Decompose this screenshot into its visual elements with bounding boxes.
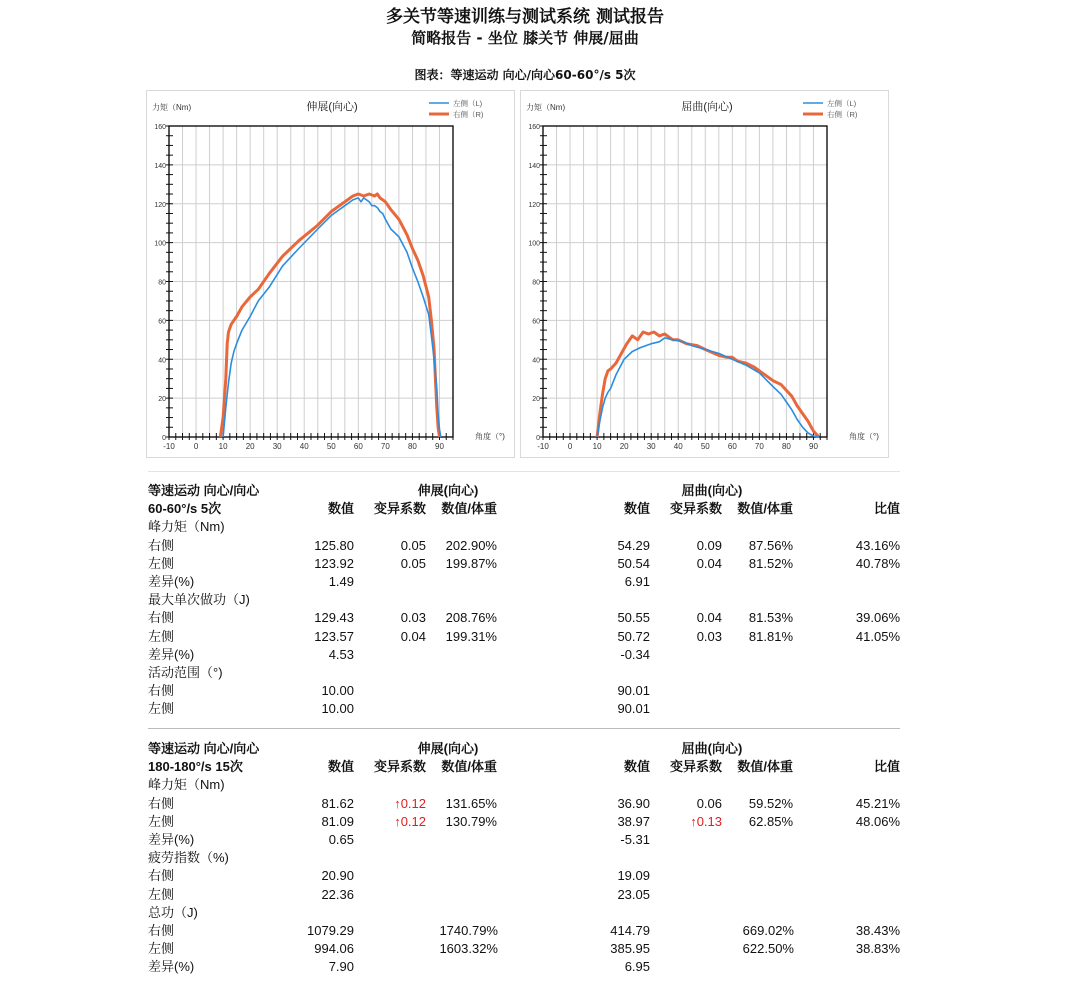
ext-value: 7.90 xyxy=(328,959,354,975)
flexion-group-title: 屈曲(向心) xyxy=(681,483,743,498)
flex-per-bodyweight: 81.53% xyxy=(748,610,793,626)
ext-cv: 0.05 xyxy=(400,537,426,553)
ratio-value: 39.06% xyxy=(855,610,900,626)
x-tick-label: 90 xyxy=(809,442,818,451)
extension-group-title: 伸展(向心) xyxy=(417,741,479,756)
x-tick-label: 50 xyxy=(700,442,710,451)
ext-value: 81.62 xyxy=(321,795,354,811)
chart-extension xyxy=(146,90,515,458)
y-tick-label: 80 xyxy=(532,279,540,287)
flex-per-bodyweight: 669.02% xyxy=(742,923,794,938)
y-tick-label: 40 xyxy=(158,357,166,365)
row-label: 右侧 xyxy=(148,537,175,553)
x-tick-label: 10 xyxy=(592,442,602,451)
ext-value: 22.36 xyxy=(321,886,354,902)
row-label: 左侧 xyxy=(148,628,175,644)
col-header-value: 数值 xyxy=(327,759,354,775)
ext-value: 123.92 xyxy=(314,555,354,571)
x-tick-label: 60 xyxy=(727,442,737,451)
ext-value: 129.43 xyxy=(314,610,354,626)
x-tick-label: 30 xyxy=(646,442,656,451)
col-header-value: 数值 xyxy=(623,501,650,517)
flex-per-bodyweight: 622.50% xyxy=(742,941,794,957)
y-tick-label: 120 xyxy=(154,201,166,209)
ext-per-bodyweight: 131.65% xyxy=(445,795,497,811)
y-tick-label: 160 xyxy=(154,124,166,131)
x-axis-label: 角度（°) xyxy=(849,432,879,441)
ext-value: 81.09 xyxy=(321,813,354,829)
table-header-line1: 等速运动 向心/向心 xyxy=(148,741,260,756)
row-label: 左侧 xyxy=(148,886,175,902)
ext-per-bodyweight: 1603.32% xyxy=(439,941,498,957)
flex-value: -0.34 xyxy=(620,646,650,662)
y-tick-label: 0 xyxy=(162,435,166,442)
col-header-ratio: 比值 xyxy=(873,501,900,517)
y-tick-label: 60 xyxy=(532,318,540,326)
report-title: 多关节等速训练与测试系统 测试报告 xyxy=(386,7,664,27)
row-label: 差异(%) xyxy=(148,832,195,847)
row-label: 左侧 xyxy=(148,701,175,717)
ext-per-bodyweight: 199.87% xyxy=(445,555,497,571)
ext-value: 123.57 xyxy=(314,628,354,644)
x-tick-label: 80 xyxy=(781,442,791,451)
ratio-value: 43.16% xyxy=(855,537,900,553)
ext-value: 10.00 xyxy=(321,683,354,699)
y-tick-label: 40 xyxy=(532,357,540,365)
y-tick-label: 140 xyxy=(528,162,540,170)
col-header-bw: 数值/体重 xyxy=(441,501,497,517)
flex-value: 23.05 xyxy=(617,886,650,902)
x-tick-label: 70 xyxy=(380,442,390,451)
col-header-bw: 数值/体重 xyxy=(737,759,793,775)
flex-value: -5.31 xyxy=(620,832,650,847)
x-tick-label: 60 xyxy=(353,442,363,451)
y-tick-label: 20 xyxy=(532,396,540,404)
col-header-cv: 变异系数 xyxy=(373,501,426,517)
ratio-value: 45.21% xyxy=(855,795,900,811)
flex-cv: 0.04 xyxy=(696,555,722,571)
chart-flexion-svg xyxy=(521,91,888,457)
y-tick-label: 120 xyxy=(528,201,540,209)
row-label: 左侧 xyxy=(148,813,175,829)
col-header-value: 数值 xyxy=(327,501,354,517)
row-label: 左侧 xyxy=(148,555,175,571)
row-label: 右侧 xyxy=(148,795,175,811)
y-axis-label: 力矩（Nm) xyxy=(152,103,192,112)
row-label: 右侧 xyxy=(148,868,175,884)
ratio-value: 40.78% xyxy=(855,555,900,571)
y-tick-label: 140 xyxy=(154,162,166,170)
ext-cv: ↑0.12 xyxy=(394,813,426,829)
flex-value: 38.97 xyxy=(617,813,650,829)
report-subtitle: 简略报告 - 坐位 膝关节 伸展/屈曲 xyxy=(411,29,639,47)
table-header-line2: 60-60°/s 5次 xyxy=(148,501,222,517)
x-tick-label: 40 xyxy=(673,442,683,451)
chart-caption: 图表：等速运动 向心/向心60-60°/s 5次 xyxy=(414,68,636,82)
flex-per-bodyweight: 81.52% xyxy=(748,555,793,571)
flex-value: 90.01 xyxy=(617,683,650,699)
flex-cv: 0.03 xyxy=(696,628,722,644)
section-label: 最大单次做功（J) xyxy=(148,592,250,608)
x-tick-label: 20 xyxy=(619,442,629,451)
ext-value: 20.90 xyxy=(321,868,354,884)
section-label: 总功（J) xyxy=(148,904,198,920)
ext-cv: 0.03 xyxy=(400,610,426,626)
col-header-bw: 数值/体重 xyxy=(441,759,497,775)
y-tick-label: 20 xyxy=(158,396,166,404)
extension-group-title: 伸展(向心) xyxy=(417,483,479,498)
ext-cv: ↑0.12 xyxy=(394,795,426,811)
ratio-value: 41.05% xyxy=(855,628,900,644)
ext-value: 10.00 xyxy=(321,701,354,717)
y-tick-label: 160 xyxy=(528,124,540,131)
ext-per-bodyweight: 130.79% xyxy=(445,813,497,829)
flex-value: 385.95 xyxy=(610,941,650,957)
x-tick-label: 80 xyxy=(407,442,417,451)
legend-label: 左侧（L) xyxy=(453,99,483,108)
x-tick-label: 10 xyxy=(218,442,228,451)
col-header-cv: 变异系数 xyxy=(669,501,722,517)
y-tick-label: 80 xyxy=(158,279,166,287)
ext-value: 994.06 xyxy=(314,941,354,957)
series-line-right xyxy=(597,332,819,437)
col-header-cv: 变异系数 xyxy=(373,759,426,775)
x-tick-label: 70 xyxy=(754,442,764,451)
col-header-ratio: 比值 xyxy=(873,759,900,775)
ratio-value: 48.06% xyxy=(855,813,900,829)
flex-value: 54.29 xyxy=(617,537,650,553)
flex-value: 90.01 xyxy=(617,701,650,717)
ext-per-bodyweight: 202.90% xyxy=(445,537,497,553)
flex-value: 19.09 xyxy=(617,868,650,884)
flex-value: 50.72 xyxy=(617,628,650,644)
section-label: 疲劳指数（%) xyxy=(148,850,229,866)
ext-per-bodyweight: 1740.79% xyxy=(439,923,498,938)
legend-label: 右侧（R) xyxy=(453,110,484,119)
flex-cv: 0.06 xyxy=(696,795,722,811)
row-label: 差异(%) xyxy=(148,959,195,975)
divider-middle xyxy=(148,728,900,729)
legend-label: 右侧（R) xyxy=(827,110,858,119)
table-header-line1: 等速运动 向心/向心 xyxy=(148,483,260,498)
flex-cv: ↑0.13 xyxy=(690,813,722,829)
chart-title: 伸展(向心) xyxy=(306,101,358,113)
col-header-value: 数值 xyxy=(623,759,650,775)
ext-value: 1079.29 xyxy=(307,923,354,938)
y-tick-label: 100 xyxy=(154,240,166,248)
section-label: 峰力矩（Nm) xyxy=(148,519,225,535)
series-line-right xyxy=(220,194,439,437)
flex-per-bodyweight: 87.56% xyxy=(748,537,793,553)
chart-extension-svg xyxy=(147,91,514,457)
flex-value: 36.90 xyxy=(617,795,650,811)
x-tick-label: 20 xyxy=(245,442,255,451)
y-tick-label: 0 xyxy=(536,435,540,442)
ext-per-bodyweight: 208.76% xyxy=(445,610,497,626)
flex-per-bodyweight: 62.85% xyxy=(748,813,793,829)
x-tick-label: 0 xyxy=(193,442,199,451)
ext-value: 125.80 xyxy=(314,537,354,553)
y-axis-label: 力矩（Nm) xyxy=(526,103,566,112)
divider-top xyxy=(148,471,900,472)
ratio-value: 38.43% xyxy=(855,923,900,938)
x-tick-label: -10 xyxy=(163,442,175,451)
flex-per-bodyweight: 81.81% xyxy=(748,628,793,644)
section-label: 活动范围（°) xyxy=(148,665,223,680)
ext-value: 0.65 xyxy=(328,832,354,847)
ratio-value: 38.83% xyxy=(855,941,900,957)
ext-value: 4.53 xyxy=(328,646,354,662)
flex-value: 6.91 xyxy=(624,574,650,589)
x-tick-label: 50 xyxy=(326,442,336,451)
col-header-cv: 变异系数 xyxy=(669,759,722,775)
row-label: 差异(%) xyxy=(148,574,195,589)
x-tick-label: 30 xyxy=(272,442,282,451)
x-tick-label: 90 xyxy=(435,442,444,451)
row-label: 右侧 xyxy=(148,683,175,699)
col-header-bw: 数值/体重 xyxy=(737,501,793,517)
legend-label: 左侧（L) xyxy=(827,99,857,108)
flex-value: 50.54 xyxy=(617,555,650,571)
flex-value: 414.79 xyxy=(610,923,650,938)
flex-cv: 0.09 xyxy=(696,537,722,553)
row-label: 右侧 xyxy=(148,923,175,938)
x-tick-label: 0 xyxy=(567,442,573,451)
flex-value: 50.55 xyxy=(617,610,650,626)
chart-title: 屈曲(向心) xyxy=(681,101,733,113)
flex-cv: 0.04 xyxy=(696,610,722,626)
x-axis-label: 角度（°) xyxy=(475,432,505,441)
row-label: 右侧 xyxy=(148,610,175,626)
chart-flexion xyxy=(520,90,889,458)
ext-cv: 0.04 xyxy=(400,628,426,644)
flex-value: 6.95 xyxy=(624,959,650,975)
ext-per-bodyweight: 199.31% xyxy=(445,628,497,644)
table-header-line2: 180-180°/s 15次 xyxy=(148,759,243,775)
y-tick-label: 100 xyxy=(528,240,540,248)
row-label: 差异(%) xyxy=(148,646,195,662)
y-tick-label: 60 xyxy=(158,318,166,326)
ext-cv: 0.05 xyxy=(400,555,426,571)
flex-per-bodyweight: 59.52% xyxy=(748,795,793,811)
flexion-group-title: 屈曲(向心) xyxy=(681,741,743,756)
ext-value: 1.49 xyxy=(328,574,354,589)
x-tick-label: 40 xyxy=(299,442,309,451)
section-label: 峰力矩（Nm) xyxy=(148,777,225,793)
x-tick-label: -10 xyxy=(537,442,549,451)
row-label: 左侧 xyxy=(148,941,175,957)
